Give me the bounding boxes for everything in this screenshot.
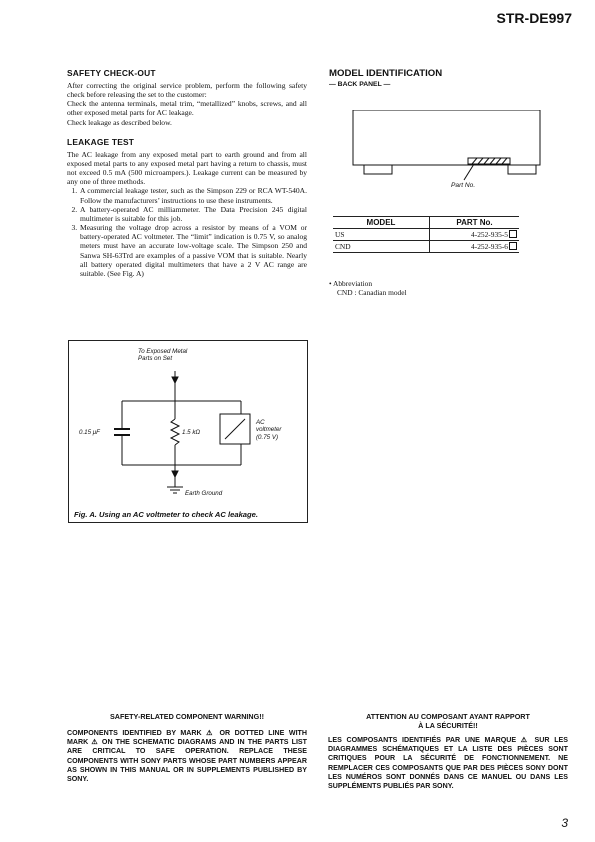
back-panel-drawing [350, 110, 550, 190]
safety-warning-english [67, 712, 307, 784]
voltmeter-label-line-2: voltmeter [256, 426, 282, 434]
part-cell [430, 229, 520, 241]
checkbox-square-icon [509, 230, 517, 238]
figure-top-label [138, 348, 187, 363]
safety-paragraph-1: After correcting the original service problem, perform the following safety check before releasing the set to the customer: [67, 81, 307, 100]
left-column [67, 68, 307, 278]
part-number-callout: Part No. [451, 182, 476, 189]
voltmeter-label-line-3: (0.75 V) [256, 433, 279, 441]
model-part-table [333, 216, 519, 253]
checkbox-square-icon [509, 242, 517, 250]
safety-warning-french [328, 712, 568, 791]
list-item: 2. A battery-operated AC milliammeter. The Data Precision 245 digital multimeter is suitable for this job. [79, 205, 307, 223]
abbreviation-title: • Abbreviation [329, 279, 373, 288]
model-header: STR-DE997 [496, 10, 572, 26]
earth-ground-label: Earth Ground [185, 490, 223, 497]
back-panel-subtitle: — BACK PANEL — [329, 81, 391, 88]
resistor-label: 1.5 kΩ [182, 429, 201, 436]
warning-title: SAFETY-RELATED COMPONENT WARNING!! [110, 712, 264, 721]
warning-body: COMPONENTS IDENTIFIED BY MARK ⚠ OR DOTTED LINE WITH MARK ⚠ ON THE SCHEMATIC DIAGRAMS AND IN THE PARTS LIST ARE CRITICAL TO SAFE OPERATION. REPLACE THESE COMPONENTS WITH SONY PARTS WHOSE PART NUMBERS APPEAR AS SHOWN IN THIS MANUAL OR IN SUPPLEMENTS PUBLISHED BY SONY. [67, 729, 307, 784]
leakage-test-title: LEAKAGE TEST [67, 136, 135, 147]
safety-paragraph-3: Check leakage as described below. [67, 117, 172, 127]
table-row [333, 241, 519, 253]
column-header-part-no: PART No. [430, 217, 520, 229]
abbreviation-item: CND : Canadian model [337, 288, 407, 297]
column-header-model: MODEL [333, 217, 430, 229]
figure-a [68, 340, 308, 523]
page-number: 3 [561, 816, 568, 830]
capacitor-label: 0.15 μF [79, 429, 100, 436]
abbreviation-note [329, 279, 407, 297]
warning-title-line-1: ATTENTION AU COMPOSANT AYANT RAPPORT [366, 712, 530, 721]
list-item: 3. Measuring the voltage drop across a resistor by means of a VOM or battery-operated AC voltmeter. The “limit” indication is 0.75 V, so analog meters must have an accurate low-voltage scale. The Simpson 250 and Sanwa SH-63Trd are examples of a passive VOM that is suitable. Nearly all battery operated digital multimeters that have a 2 V AC range are suitable. (See Fig. A) [79, 223, 307, 278]
warning-body: LES COMPOSANTS IDENTIFIÉS PAR UNE MARQUE ⚠ SUR LES DIAGRAMMES SCHÉMATIQUES ET LA LISTE DES PIÈCES SONT CRITIQUES POUR LA SÉCURITÉ DE FONCTIONNEMENT. NE REMPLACER CES COMPOSANTS QUE PAR DES PIÈCES SONY DONT LES NUMÉROS SONT DONNÉS DANS CE MANUEL OU DANS LES SUPPLÉMENTS PUBLIÉS PAR SONY. [328, 736, 568, 791]
part-cell [430, 241, 520, 253]
table-row [333, 229, 519, 241]
list-item: 1. A commercial leakage tester, such as the Simpson 229 or RCA WT-540A. Follow the manufacturers’ instructions to use these instruments. [79, 186, 307, 204]
right-column [329, 68, 539, 88]
model-identification-title: MODEL IDENTIFICATION [329, 68, 443, 79]
voltmeter-label [256, 419, 281, 441]
figure-top-label-line-1: To Exposed Metal [138, 348, 188, 355]
leakage-methods-list [67, 186, 307, 278]
safety-paragraph-2: Check the antenna terminals, metal trim, “metallized” knobs, screws, and all other exposed metal parts for AC leakage. [67, 99, 307, 118]
figure-top-label-line-2: Parts on Set [138, 355, 173, 363]
warning-title-line-2: À LA SÉCURITÉ!! [418, 721, 478, 730]
leakage-paragraph: The AC leakage from any exposed metal part to earth ground and from all exposed metal parts to any exposed metal part having a return to chassis, must not exceed 0.5 mA (500 microampers.). Leakage current can be measured by any one of three methods. [67, 149, 307, 187]
voltmeter-label-line-1: AC [256, 419, 265, 426]
figure-caption: Fig. A. Using an AC voltmeter to check AC leakage. [74, 510, 258, 519]
table-header-row [333, 217, 519, 229]
part-number: 4-252-935-5 [471, 230, 508, 239]
safety-checkout-title: SAFETY CHECK-OUT [67, 68, 156, 78]
model-cell: CND [333, 241, 430, 253]
part-number: 4-252-935-6 [471, 242, 508, 251]
model-cell: US [333, 229, 430, 241]
